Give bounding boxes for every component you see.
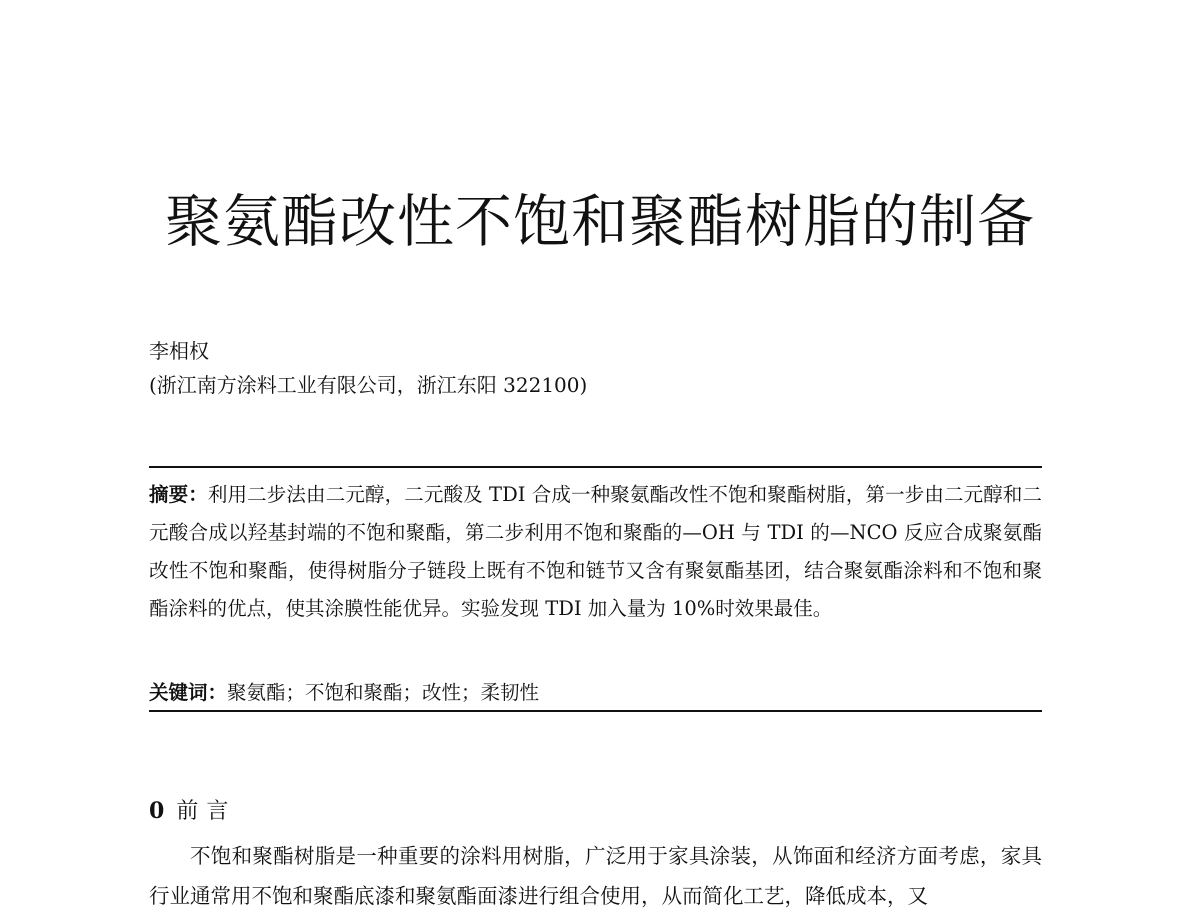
keywords-label: 关键词： [149,681,228,704]
paper-title: 聚氨酯改性不饱和聚酯树脂的制备 [165,189,1035,255]
abstract-bottom-rule [149,710,1042,712]
section-name: 前言 [176,799,237,824]
abstract-label: 摘要： [149,483,208,506]
section-heading [149,796,236,827]
abstract-block [149,476,1042,628]
author-name: 李相权 [149,339,209,363]
section-number: 0 [149,798,165,824]
abstract-text: 利用二步法由二元醇，二元酸及 TDI 合成一种聚氨酯改性不饱和聚酯树脂，第一步由二元醇和二元酸合成以羟基封端的不饱和聚酯，第二步利用不饱和聚酯的—OH 与 TDI 的—NCO 反应合成聚氨酯改性不饱和聚酯，使得树脂分子链段上既有不饱和链节又含有聚氨酯基团，结合聚氨酯涂料和不饱和聚酯涂料的优点，使其涂膜性能优异。实验发现 TDI 加入量为 10%时效果最佳。 [149,483,1042,620]
keywords-block [149,678,1042,708]
body-paragraph: 不饱和聚酯树脂是一种重要的涂料用树脂，广泛用于家具涂装，从饰面和经济方面考虑，家具行业通常用不饱和聚酯底漆和聚氨酯面漆进行组合使用，从而简化工艺，降低成本，又 [149,844,1042,908]
keywords-text: 聚氨酯；不饱和聚酯；改性；柔韧性 [227,681,540,704]
author-affiliation: (浙江南方涂料工业有限公司，浙江东阳 322100) [149,373,588,397]
abstract-top-rule [149,466,1042,468]
